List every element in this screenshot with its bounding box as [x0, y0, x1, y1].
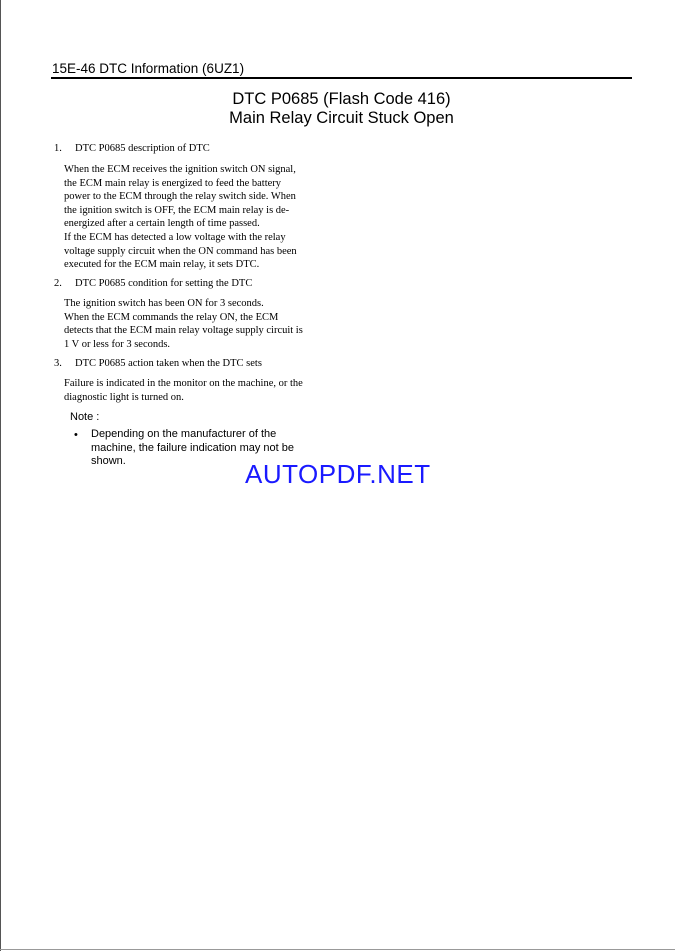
body-line: the ignition switch is OFF, the ECM main relay is de- [64, 204, 290, 216]
body-line: When the ECM commands the relay ON, the ECM [64, 311, 279, 323]
section-heading-text: DTC P0685 action taken when the DTC sets [75, 358, 262, 369]
note-line: shown. [91, 455, 126, 468]
watermark: AUTOPDF.NET [245, 459, 431, 489]
section-2-heading [54, 278, 252, 289]
body-line: power to the ECM through the relay switch side. When [64, 191, 296, 203]
section-3-heading [54, 358, 262, 369]
body-line: When the ECM receives the ignition switch ON signal, [64, 164, 296, 175]
body-line: If the ECM has detected a low voltage with the relay [64, 231, 286, 243]
note-line: machine, the failure indication may not be [91, 441, 295, 454]
body-line: Failure is indicated in the monitor on the machine, or the [64, 378, 303, 389]
page-header: 15E-46 DTC Information (6UZ1) [52, 61, 245, 76]
section-1-heading [54, 143, 210, 154]
body-line: the ECM main relay is energized to feed the battery [64, 177, 282, 189]
section-1-body [64, 163, 334, 272]
section-number: 1. [54, 143, 62, 154]
body-line: detects that the ECM main relay voltage supply circuit is [64, 325, 303, 337]
bullet-icon: • [74, 429, 78, 441]
section-3-body [64, 377, 334, 404]
section-heading-text: DTC P0685 description of DTC [75, 143, 210, 154]
body-line: diagnostic light is turned on. [64, 391, 184, 403]
page-bottom-border [0, 949, 675, 950]
page-left-border [0, 0, 1, 951]
header-rule [51, 77, 632, 79]
section-number: 2. [54, 278, 62, 289]
note-label: Note : [70, 411, 100, 423]
note-line: Depending on the manufacturer of the [91, 428, 277, 440]
body-line: 1 V or less for 3 seconds. [64, 338, 171, 350]
page-title-line1: DTC P0685 (Flash Code 416) [232, 90, 451, 108]
section-number: 3. [54, 358, 62, 369]
body-line: The ignition switch has been ON for 3 seconds. [64, 298, 264, 309]
body-line: voltage supply circuit when the ON command has been [64, 245, 297, 257]
body-line: energized after a certain length of time passed. [64, 218, 260, 230]
page-title-line2: Main Relay Circuit Stuck Open [229, 109, 454, 127]
section-heading-text: DTC P0685 condition for setting the DTC [75, 278, 253, 289]
body-line: executed for the ECM main relay, it sets DTC. [64, 259, 260, 271]
section-2-body [64, 297, 334, 351]
